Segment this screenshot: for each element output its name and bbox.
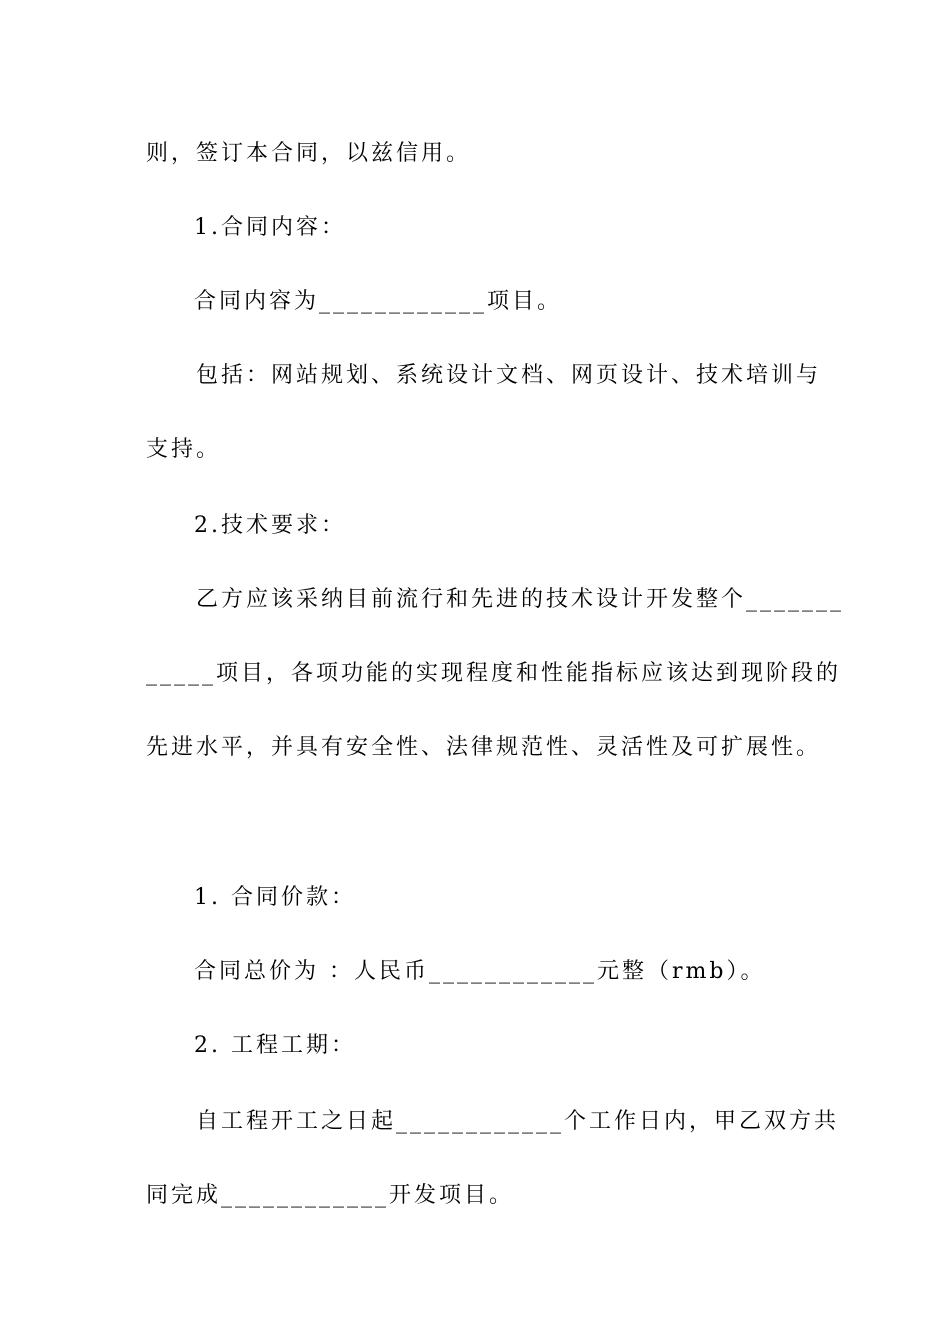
text-line-3: 合同内容为____________项目。 — [194, 289, 563, 314]
text-line-7: 乙方应该采纳目前流行和先进的技术设计开发整个_______ — [196, 587, 845, 612]
heading-technical-requirements: 2.技术要求： — [194, 513, 346, 538]
heading-contract-price: 1. 合同价款： — [194, 885, 356, 910]
text-line-8: _____项目，各项功能的实现程度和性能指标应该达到现阶段的 — [146, 661, 842, 686]
heading-contract-content: 1.合同内容： — [194, 215, 346, 240]
text-line-13: 自工程开工之日起____________个工作日内，甲乙双方共 — [196, 1109, 840, 1134]
text-line-1: 则，签订本合同，以兹信用。 — [146, 141, 472, 166]
text-line-9: 先进水平，并具有安全性、法律规范性、灵活性及可扩展性。 — [146, 735, 822, 760]
text-line-5: 支持。 — [146, 437, 222, 462]
text-line-4: 包括：网站规划、系统设计文档、网页设计、技术培训与 — [196, 363, 822, 388]
text-line-14: 同完成____________开发项目。 — [146, 1183, 515, 1208]
heading-construction-period: 2. 工程工期： — [194, 1033, 356, 1058]
text-line-11: 合同总价为 ：人民币____________元整（rmb）。 — [194, 959, 766, 984]
